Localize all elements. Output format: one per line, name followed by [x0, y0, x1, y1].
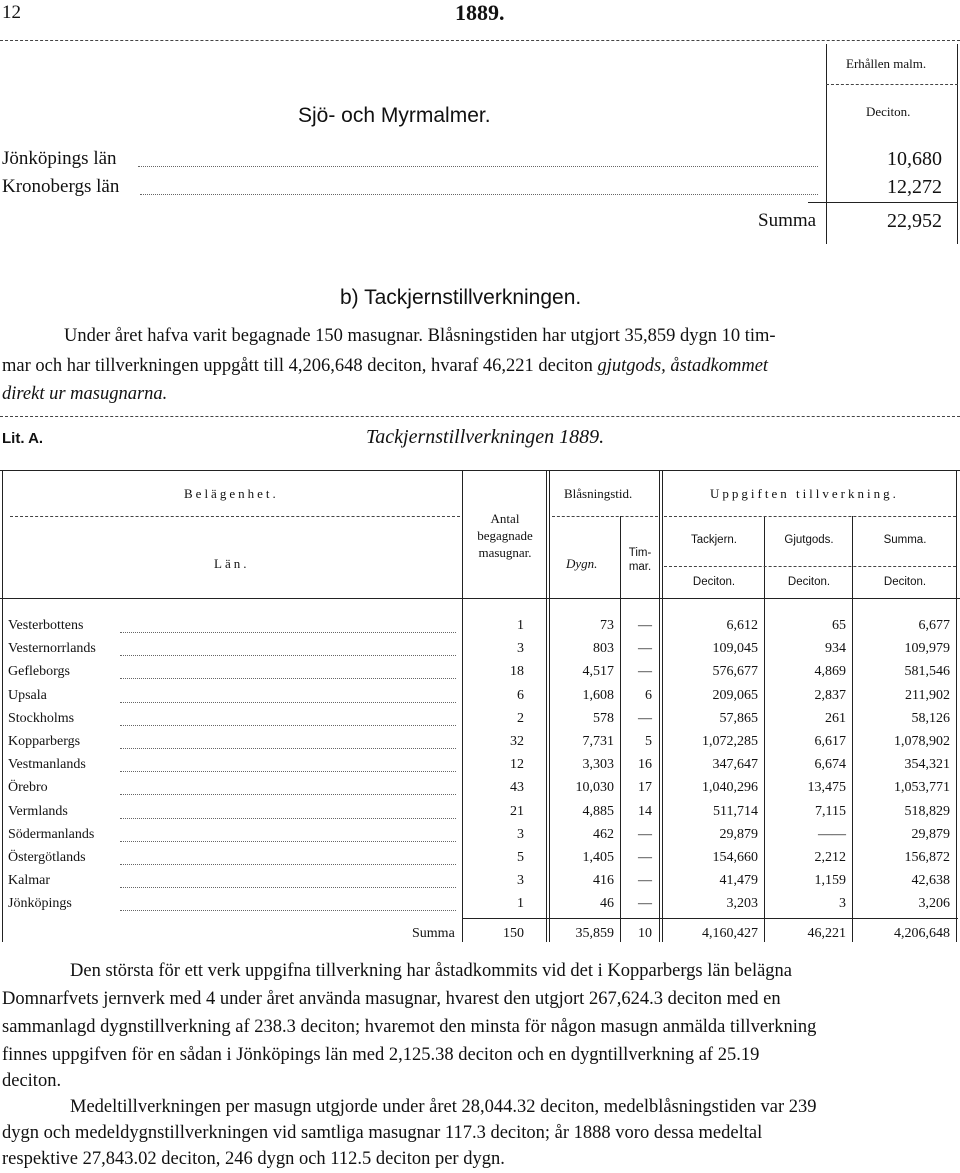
sjo-row-value: 12,272	[887, 176, 942, 198]
cell-tackjern: 209,065	[712, 688, 758, 703]
cell-timmar: 6	[645, 688, 652, 703]
leader-dots	[120, 632, 456, 633]
table-top-rule	[0, 470, 960, 471]
cell-summa: 156,872	[904, 850, 950, 865]
sjo-column-divider	[826, 44, 827, 244]
cell-dygn: 462	[593, 827, 614, 842]
cell-dygn: 4,885	[582, 804, 614, 819]
header-gjutgods: Gjutgods.	[784, 534, 834, 546]
cell-gjutgods: ——	[818, 827, 846, 842]
cell-timmar: 5	[645, 734, 652, 749]
cell-gjutgods: 261	[825, 711, 846, 726]
cell-summa: 42,638	[911, 873, 950, 888]
header-sub-rule	[552, 516, 658, 517]
leader-dots	[138, 166, 818, 167]
table-left-border	[2, 470, 3, 942]
cell-timmar: 17	[638, 780, 652, 795]
sjo-row-value: 10,680	[887, 148, 942, 170]
sjo-right-border	[957, 44, 958, 244]
cell-lan: Södermanlands	[8, 827, 95, 842]
cell-summa: 29,879	[911, 827, 950, 842]
cell-tackjern: 576,677	[712, 664, 758, 679]
cell-summa: 518,829	[904, 804, 950, 819]
leader-dots	[120, 702, 456, 703]
page-number: 12	[2, 2, 21, 23]
cell-dygn: 416	[593, 873, 614, 888]
cell-dygn: 578	[593, 711, 614, 726]
cell-antal: 18	[510, 664, 524, 679]
header-belagenhet: Belägenhet.	[184, 486, 279, 501]
leader-dots	[120, 678, 456, 679]
cell-gjutgods: 934	[825, 641, 846, 656]
cell-antal: 2	[517, 711, 524, 726]
leader-dots	[120, 794, 456, 795]
col-divider	[462, 470, 463, 942]
table-header-bottom-rule	[0, 598, 960, 599]
header-deciton-tackjern: Deciton.	[692, 576, 736, 588]
cell-gjutgods: 65	[832, 618, 846, 633]
leader-dots	[120, 655, 456, 656]
sjo-sum-rule	[808, 202, 958, 203]
sjo-column-header: Erhållen malm.	[846, 56, 927, 71]
header-uppgiften: Uppgiften tillverkning.	[710, 486, 899, 501]
cell-gjutgods: 6,617	[814, 734, 846, 749]
cell-lan: Jönköpings	[8, 896, 72, 911]
cell-timmar: —	[638, 664, 652, 679]
closing-p1-line2: Domnarfvets jernverk med 4 under året använda masugnar, hvarest den utgjort 267,624.3 deciton med en	[2, 989, 781, 1009]
sjo-title: Sjö- och Myrmalmer.	[298, 104, 491, 127]
sjo-unit: Deciton.	[866, 104, 911, 119]
header-deciton-gjutgods: Deciton.	[787, 576, 831, 588]
header-blasningstid: Blåsningstid.	[564, 486, 633, 501]
cell-antal: 6	[517, 688, 524, 703]
cell-tackjern: 1,072,285	[702, 734, 758, 749]
summa-dygn: 35,859	[575, 926, 614, 941]
cell-lan: Vesterbottens	[8, 618, 84, 633]
summa-gjutgods: 46,221	[807, 926, 846, 941]
leader-dots	[120, 864, 456, 865]
intro-line-2: mar och har tillverkningen uppgått till 4,206,648 deciton, hvaraf 46,221 deciton gjutgods, åstadkommet	[2, 356, 769, 376]
closing-p2-line3: respektive 27,843.02 deciton, 246 dygn och 112.5 deciton per dygn.	[2, 1149, 505, 1169]
cell-lan: Stockholms	[8, 711, 75, 726]
closing-p1-line4: finnes uppgifven för en sådan i Jönköpings län med 2,125.38 deciton och en dygntillverkning af 25.19	[2, 1045, 760, 1065]
cell-summa: 211,902	[905, 688, 950, 703]
leader-dots	[120, 818, 456, 819]
cell-dygn: 4,517	[582, 664, 614, 679]
cell-tackjern: 57,865	[719, 711, 758, 726]
summa-timmar: 10	[638, 926, 652, 941]
cell-dygn: 46	[600, 896, 614, 911]
header-deciton-summa: Deciton.	[883, 576, 927, 588]
cell-dygn: 1,608	[582, 688, 614, 703]
cell-lan: Vestmanlands	[8, 757, 86, 772]
sjo-summa-label: Summa	[758, 210, 817, 231]
summa-antal: 150	[503, 926, 524, 941]
cell-dygn: 73	[600, 618, 614, 633]
cell-tackjern: 41,479	[719, 873, 758, 888]
cell-summa: 354,321	[904, 757, 950, 772]
header-antal: Antal begagnade masugnar.	[477, 511, 533, 560]
cell-antal: 1	[517, 618, 524, 633]
closing-p2-line2: dygn och medeldygnstillverkningen vid samtliga masugnar 117.3 deciton; år 1888 voro dessa medeltal	[2, 1123, 763, 1143]
cell-dygn: 3,303	[582, 757, 614, 772]
cell-summa: 109,979	[904, 641, 950, 656]
header-sub-rule	[664, 516, 956, 517]
leader-dots	[120, 887, 456, 888]
header-dygn: Dygn.	[566, 556, 598, 571]
intro-line-1: Under året hafva varit begagnade 150 masugnar. Blåsningstiden har utgjort 35,859 dygn 10 tim-	[64, 326, 776, 346]
leader-dots	[120, 910, 456, 911]
header-lan: Län.	[214, 556, 250, 571]
cell-dygn: 7,731	[582, 734, 614, 749]
cell-antal: 5	[517, 850, 524, 865]
cell-timmar: —	[638, 896, 652, 911]
cell-tackjern: 109,045	[712, 641, 758, 656]
cell-tackjern: 154,660	[712, 850, 758, 865]
header-timmar: Tim- mar.	[628, 547, 652, 573]
cell-timmar: 14	[638, 804, 652, 819]
summa-tackjern: 4,160,427	[702, 926, 758, 941]
table-title: Tackjernstillverkningen 1889.	[366, 426, 605, 448]
sjo-header-rule	[826, 84, 958, 85]
cell-lan: Vesternorrlands	[8, 641, 96, 656]
cell-timmar: —	[638, 827, 652, 842]
cell-lan: Örebro	[8, 780, 48, 795]
section-heading: b) Tackjernstillverkningen.	[340, 286, 582, 309]
cell-timmar: —	[638, 873, 652, 888]
cell-dygn: 10,030	[575, 780, 614, 795]
cell-summa: 3,206	[918, 896, 950, 911]
cell-gjutgods: 4,869	[814, 664, 846, 679]
cell-tackjern: 6,612	[726, 618, 758, 633]
closing-p2-line1: Medeltillverkningen per masugn utgjorde under året 28,044.32 deciton, medelblåsningstiden var 239	[70, 1097, 817, 1117]
cell-summa: 581,546	[904, 664, 950, 679]
intro-line-3: direkt ur masugnarna.	[2, 384, 168, 404]
cell-timmar: —	[638, 711, 652, 726]
cell-dygn: 1,405	[582, 850, 614, 865]
cell-lan: Vermlands	[8, 804, 68, 819]
cell-timmar: 16	[638, 757, 652, 772]
cell-lan: Upsala	[8, 688, 47, 703]
header-sub-rule	[10, 516, 460, 517]
table-right-border	[956, 470, 957, 942]
cell-tackjern: 3,203	[726, 896, 758, 911]
cell-gjutgods: 13,475	[807, 780, 846, 795]
cell-timmar: —	[638, 850, 652, 865]
cell-antal: 43	[510, 780, 524, 795]
leader-dots	[120, 771, 456, 772]
cell-summa: 58,126	[911, 711, 950, 726]
cell-lan: Östergötlands	[8, 850, 86, 865]
col-divider	[852, 516, 853, 942]
cell-timmar: —	[638, 641, 652, 656]
cell-gjutgods: 2,212	[814, 850, 846, 865]
header-tackjern: Tackjern.	[690, 534, 738, 546]
leader-dots	[120, 725, 456, 726]
cell-lan: Kalmar	[8, 873, 50, 888]
cell-antal: 12	[510, 757, 524, 772]
leader-dots	[120, 841, 456, 842]
cell-tackjern: 29,879	[719, 827, 758, 842]
cell-gjutgods: 6,674	[814, 757, 846, 772]
header-summa: Summa.	[883, 534, 927, 546]
col-divider	[659, 470, 660, 942]
col-divider	[549, 470, 550, 942]
col-divider	[546, 470, 547, 942]
closing-p1-line3: sammanlagd dygnstillverkning af 238.3 deciton; hvaremot den minsta för någon masugn anmälda tillverkning	[2, 1017, 817, 1037]
cell-gjutgods: 2,837	[814, 688, 846, 703]
cell-summa: 1,078,902	[894, 734, 950, 749]
cell-summa: 6,677	[918, 618, 950, 633]
cell-antal: 21	[510, 804, 524, 819]
section-rule	[0, 416, 960, 417]
cell-dygn: 803	[593, 641, 614, 656]
cell-antal: 1	[517, 896, 524, 911]
cell-tackjern: 347,647	[712, 757, 758, 772]
cell-gjutgods: 7,115	[815, 804, 846, 819]
closing-p1-line1: Den största för ett verk uppgifna tillverkning har åstadkommits vid det i Kopparbergs län belägna	[70, 961, 793, 981]
header-sub-rule	[664, 566, 956, 567]
cell-lan: Gefleborgs	[8, 664, 70, 679]
leader-dots	[140, 194, 818, 195]
cell-summa: 1,053,771	[894, 780, 950, 795]
closing-p1-line5: deciton.	[2, 1071, 62, 1091]
cell-lan: Kopparbergs	[8, 734, 81, 749]
cell-antal: 3	[517, 873, 524, 888]
header-rule	[0, 40, 960, 41]
summa-rule	[462, 918, 958, 919]
summa-label: Summa	[412, 926, 455, 941]
cell-antal: 3	[517, 641, 524, 656]
sjo-summa-value: 22,952	[887, 210, 942, 232]
cell-gjutgods: 3	[839, 896, 846, 911]
page-year: 1889.	[455, 0, 505, 25]
sjo-row-label: Jönköpings län	[2, 148, 117, 169]
summa-total: 4,206,648	[894, 926, 950, 941]
cell-antal: 32	[510, 734, 524, 749]
cell-gjutgods: 1,159	[814, 873, 846, 888]
cell-antal: 3	[517, 827, 524, 842]
leader-dots	[120, 748, 456, 749]
sjo-row-label: Kronobergs län	[2, 176, 120, 197]
cell-timmar: —	[638, 618, 652, 633]
cell-tackjern: 511,714	[713, 804, 758, 819]
col-divider	[620, 516, 621, 942]
cell-tackjern: 1,040,296	[702, 780, 758, 795]
table-lit: Lit. A.	[2, 430, 44, 447]
col-divider	[662, 470, 663, 942]
col-divider	[764, 516, 765, 942]
